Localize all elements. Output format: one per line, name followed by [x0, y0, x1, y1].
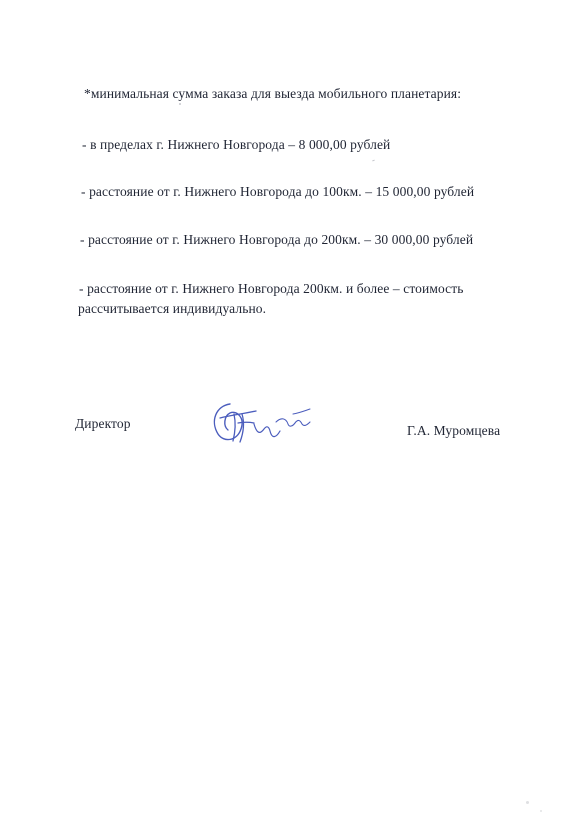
signature-icon: [206, 396, 318, 450]
scan-speck: [540, 810, 542, 812]
scan-speck: [179, 103, 181, 105]
price-item-200km: - расстояние от г. Нижнего Новгорода до 200км. – 30 000,00 рублей: [80, 232, 474, 247]
price-item-over-200km: - расстояние от г. Нижнего Новгорода 200км. и более – стоимость: [79, 281, 464, 296]
price-item-100km: - расстояние от г. Нижнего Новгорода до 100км. – 15 000,00 рублей: [81, 184, 475, 199]
scan-speck: [372, 160, 375, 162]
director-name: Г.А. Муромцева: [407, 423, 501, 438]
scan-speck: [526, 801, 529, 804]
director-title: Директор: [75, 416, 131, 431]
price-item-city: - в пределах г. Нижнего Новгорода – 8 000,00 рублей: [82, 137, 391, 152]
price-item-over-200km-continued: рассчитывается индивидуально.: [78, 301, 267, 316]
minimum-order-note: *минимальная сумма заказа для выезда мобильного планетария:: [84, 86, 462, 101]
